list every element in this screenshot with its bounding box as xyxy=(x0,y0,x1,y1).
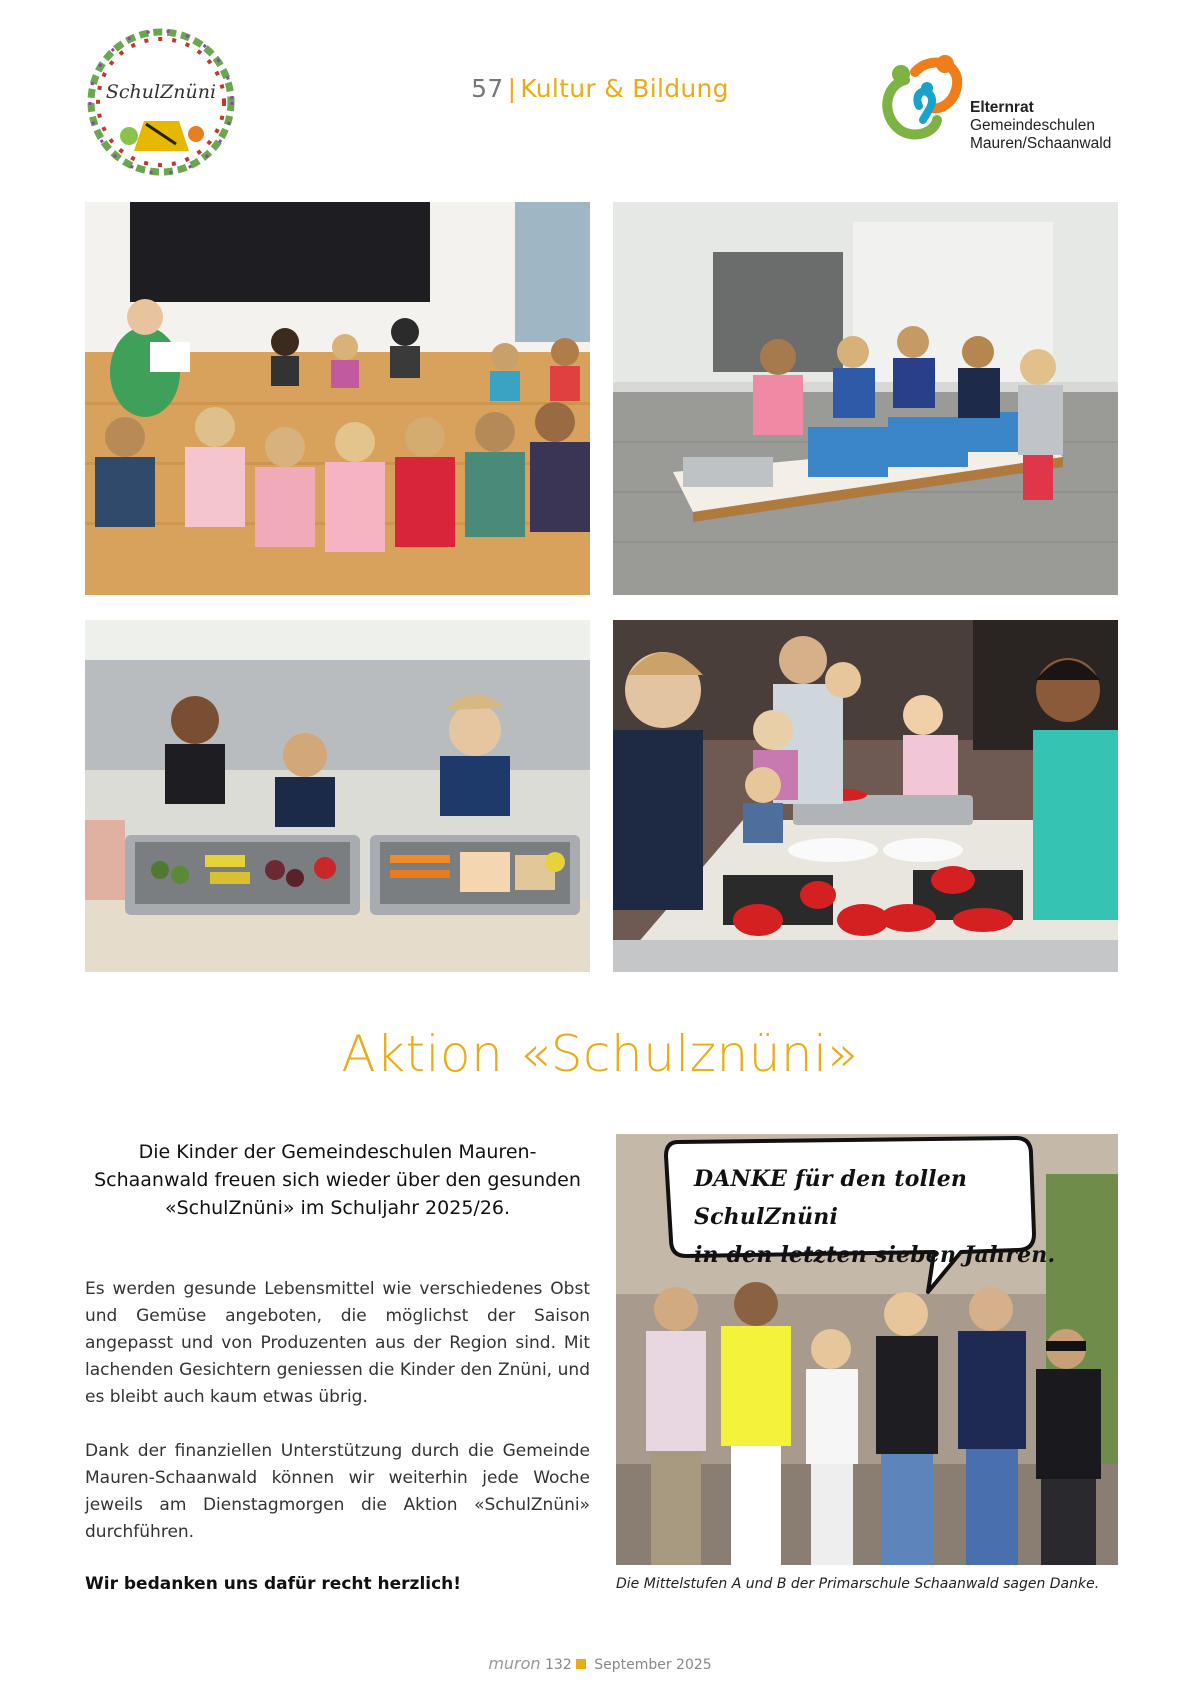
article-paragraph-1: Es werden gesunde Lebensmittel wie verschiedenes Obst und Gemüse angeboten, die möglichst der Saison angepasst und von Produzenten aus der Region sind. Mit lachenden Gesichtern geniessen die Kinder den Znüni, und es bleibt auch kaum etwas übrig. xyxy=(85,1279,590,1407)
elternrat-line2: Gemeindeschulen xyxy=(970,117,1095,134)
header-separator: | xyxy=(507,74,517,103)
elternrat-line3: Mauren/Schaanwald xyxy=(970,135,1112,152)
elternrat-logo-icon xyxy=(875,50,965,140)
page-number: 57 xyxy=(471,74,504,103)
article-title: Aktion «Schulznüni» xyxy=(341,1025,859,1083)
running-header xyxy=(400,74,800,103)
photo-cutting-peppers xyxy=(613,620,1118,972)
magazine-name: muron xyxy=(488,1654,541,1673)
photo-children-circle xyxy=(85,202,590,595)
page-footer xyxy=(0,1654,1200,1673)
issue-number: 132 xyxy=(545,1657,572,1673)
schulznueni-logo xyxy=(84,26,238,178)
issue-date: September 2025 xyxy=(594,1657,712,1673)
speech-bubble-line2: in den letzten sieben Jahren. xyxy=(694,1242,1056,1268)
photo-caption: Die Mittelstufen A und B der Primarschule Schaanwald sagen Danke. xyxy=(616,1576,1100,1592)
photo-vegetable-trays xyxy=(85,620,590,972)
section-name: Kultur & Bildung xyxy=(520,74,729,103)
svg-text:SchulZnüni: SchulZnüni xyxy=(105,81,217,103)
article-lead: Die Kinder der Gemeindeschulen Mauren-Schaanwald freuen sich wieder über den gesunden «SchulZnüni» im Schuljahr 2025/26. xyxy=(94,1141,581,1219)
photo-outdoor-table xyxy=(613,202,1118,595)
elternrat-logo-text xyxy=(970,99,1111,153)
speech-bubble-line1: DANKE für den tollen SchulZnüni xyxy=(694,1166,968,1230)
speech-bubble-text xyxy=(694,1160,1074,1274)
article-thanks: Wir bedanken uns dafür recht herzlich! xyxy=(85,1574,462,1594)
article-paragraph-2: Dank der finanziellen Unterstützung durch die Gemeinde Mauren-Schaanwald können wir weiterhin jede Woche jeweils am Dienstagmorgen die Aktion «SchulZnüni» durchführen. xyxy=(85,1441,590,1542)
elternrat-name: Elternrat xyxy=(970,99,1034,116)
footer-square-icon xyxy=(576,1659,586,1669)
